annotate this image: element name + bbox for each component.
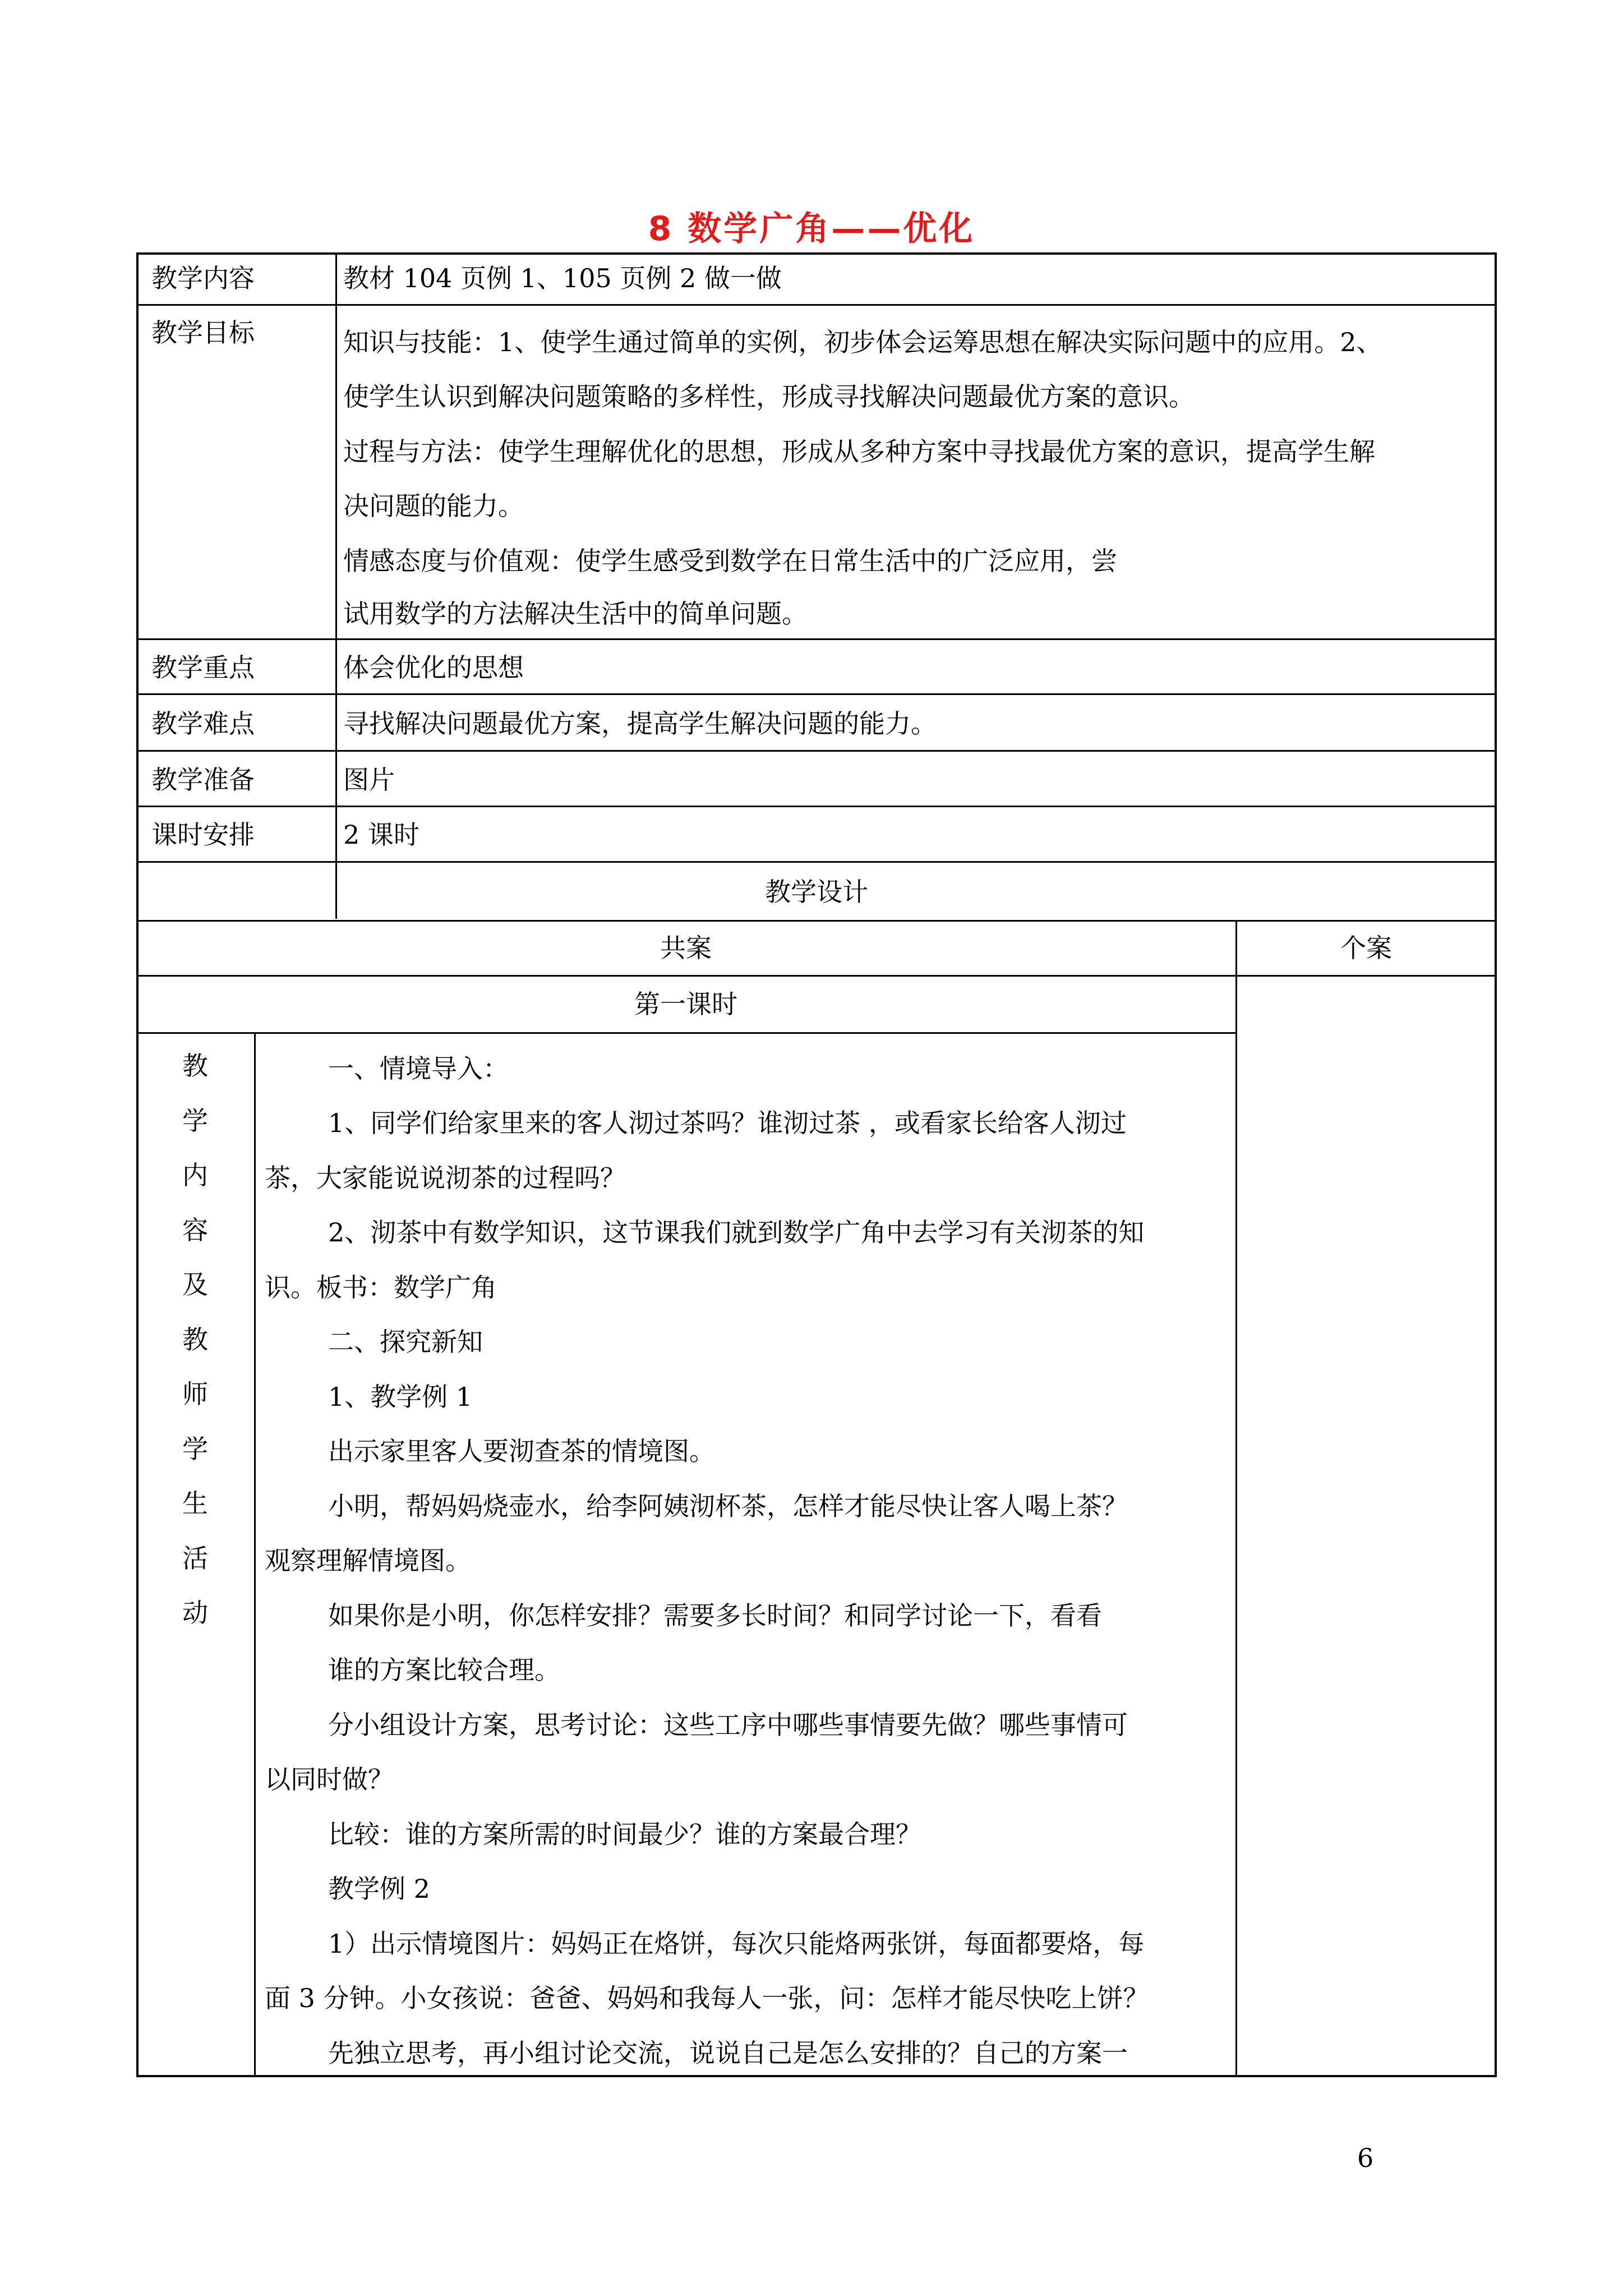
row-divider bbox=[136, 750, 1497, 752]
side-label bbox=[136, 1039, 254, 1641]
body-line: 二、探究新知 bbox=[328, 1327, 483, 1357]
lesson-header: 第一课时 bbox=[634, 989, 737, 1019]
side-label-char: 及 bbox=[182, 1269, 208, 1300]
side-label-char: 容 bbox=[182, 1214, 208, 1245]
body-line: 识。板书：数学广角 bbox=[265, 1272, 497, 1303]
objective-line: 使学生认识到解决问题策略的多样性，形成寻找解决问题最优方案的意识。 bbox=[343, 381, 1195, 412]
row-label-content: 教学内容 bbox=[151, 263, 255, 293]
objective-line: 决问题的能力。 bbox=[343, 491, 524, 521]
difficulties-text: 寻找解决问题最优方案，提高学生解决问题的能力。 bbox=[343, 708, 937, 739]
body-line: 如果你是小明，你怎样安排？需要多长时间？和同学讨论一下，看看 bbox=[328, 1600, 1102, 1631]
side-label-divider bbox=[254, 1032, 256, 2077]
schedule-text: 2 课时 bbox=[343, 820, 419, 850]
page-number: 6 bbox=[1357, 2143, 1374, 2173]
body-line: 教学例 2 bbox=[328, 1874, 430, 1904]
side-label-char: 教 bbox=[182, 1324, 208, 1355]
row-divider bbox=[136, 304, 1497, 306]
objective-line: 情感态度与价值观：使学生感受到数学在日常生活中的广泛应用，尝 bbox=[343, 546, 1117, 576]
individual-plan-header: 个案 bbox=[1340, 933, 1392, 963]
row-divider bbox=[136, 638, 1497, 640]
row-divider bbox=[136, 693, 1497, 695]
body-line: 面 3 分钟。小女孩说：爸爸、妈妈和我每人一张，问：怎样才能尽快吃上饼？ bbox=[265, 1983, 1149, 2013]
body-line: 先独立思考，再小组讨论交流，说说自己是怎么安排的？自己的方案一 bbox=[328, 2038, 1128, 2068]
body-line: 谁的方案比较合理。 bbox=[328, 1655, 560, 1685]
objective-line: 知识与技能：1、使学生通过简单的实例，初步体会运筹思想在解决实际问题中的应用。2、 bbox=[343, 327, 1382, 357]
row-label-preparation: 教学准备 bbox=[151, 765, 255, 795]
body-line: 小明，帮妈妈烧壶水，给李阿姨沏杯茶，怎样才能尽快让客人喝上茶？ bbox=[328, 1491, 1128, 1521]
objective-line: 过程与方法：使学生理解优化的思想，形成从多种方案中寻找最优方案的意识，提高学生解 bbox=[343, 436, 1375, 467]
body-line: 分小组设计方案，思考讨论：这些工序中哪些事情要先做？哪些事情可 bbox=[328, 1710, 1128, 1740]
row-divider bbox=[136, 806, 1497, 807]
side-label-char: 动 bbox=[182, 1598, 208, 1628]
page-title: 8 数学广角——优化 bbox=[648, 209, 975, 249]
body-line: 茶，大家能说说沏茶的过程吗？ bbox=[265, 1163, 626, 1193]
shared-plan-header: 共案 bbox=[660, 933, 712, 963]
side-label-char: 学 bbox=[182, 1433, 208, 1464]
body-line: 以同时做？ bbox=[265, 1764, 394, 1795]
content-text: 教材 104 页例 1、105 页例 2 做一做 bbox=[343, 263, 782, 293]
row-label-difficulties: 教学难点 bbox=[151, 708, 255, 739]
side-label-char: 教 bbox=[182, 1051, 208, 1081]
body-line: 2、沏茶中有数学知识，这节课我们就到数学广角中去学习有关沏茶的知 bbox=[328, 1217, 1145, 1248]
preparation-text: 图片 bbox=[343, 765, 395, 795]
label-column-divider bbox=[335, 252, 337, 919]
body-line: 观察理解情境图。 bbox=[265, 1545, 471, 1576]
side-label-char: 生 bbox=[182, 1488, 208, 1519]
row-label-objectives: 教学目标 bbox=[151, 318, 255, 348]
row-divider bbox=[136, 975, 1497, 977]
side-label-char: 活 bbox=[182, 1543, 208, 1573]
row-label-schedule: 课时安排 bbox=[151, 820, 255, 850]
body-line: 1、同学们给家里来的客人沏过茶吗？谁沏过茶 ，或看家长给客人沏过 bbox=[328, 1108, 1127, 1138]
body-line: 出示家里客人要沏查茶的情境图。 bbox=[328, 1436, 715, 1466]
row-label-key-points: 教学重点 bbox=[151, 652, 255, 683]
side-label-char: 内 bbox=[182, 1160, 208, 1190]
body-line: 1）出示情境图片：妈妈正在烙饼，每次只能烙两张饼，每面都要烙，每 bbox=[328, 1929, 1145, 1959]
side-label-char: 师 bbox=[182, 1379, 208, 1409]
key-points-text: 体会优化的思想 bbox=[343, 652, 524, 683]
body-line: 比较：谁的方案所需的时间最少？谁的方案最合理？ bbox=[328, 1819, 921, 1849]
objective-line: 试用数学的方法解决生活中的简单问题。 bbox=[343, 599, 808, 629]
body-line: 1、教学例 1 bbox=[328, 1382, 473, 1412]
row-divider bbox=[136, 920, 1497, 922]
row-divider bbox=[136, 1032, 1235, 1034]
body-line: 一、情境导入： bbox=[328, 1053, 509, 1084]
design-header: 教学设计 bbox=[765, 877, 868, 907]
individual-column-divider bbox=[1235, 920, 1237, 2077]
row-divider bbox=[136, 861, 1497, 863]
side-label-char: 学 bbox=[182, 1105, 208, 1136]
